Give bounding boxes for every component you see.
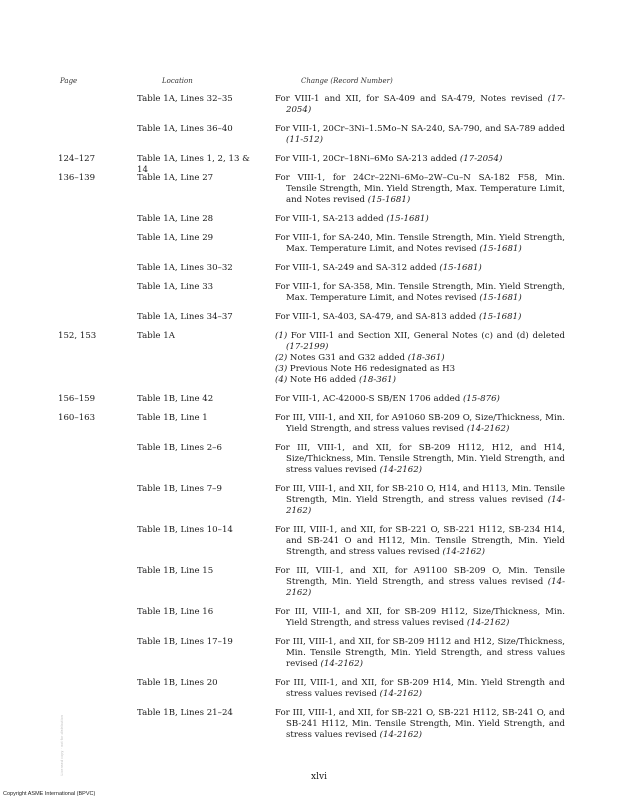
change-entry xyxy=(275,413,565,435)
table-row xyxy=(0,173,638,206)
change-entry xyxy=(275,566,565,599)
change-text: For VIII-1, SA-403, SA-479, and SA-813 added xyxy=(275,312,479,322)
row-location: Table 1A, Lines 1, 2, 13 & 14 xyxy=(137,154,250,175)
change-text: For III, VIII-1, and XII, for SB-209 H112, H12, and H14, Size/Thickness, Min. Tensile Strength, Min. Yield Strength, and stress values revised xyxy=(275,443,565,475)
change-entry xyxy=(275,94,565,116)
record-number: (14-2162) xyxy=(286,577,565,598)
change-text: For III, VIII-1, and XII, for A91100 SB-209 O, Min. Tensile Strength, Min. Yield Strength, and stress values revised xyxy=(275,566,565,587)
row-location: Table 1A xyxy=(137,331,175,341)
row-change xyxy=(275,124,565,146)
row-change xyxy=(275,637,565,670)
change-entry xyxy=(275,214,565,225)
change-entry xyxy=(275,443,565,476)
row-location: Table 1A, Lines 32–35 xyxy=(137,94,233,104)
change-table xyxy=(0,94,638,741)
column-header-page: Page xyxy=(60,77,78,85)
change-entry xyxy=(275,678,565,700)
row-location: Table 1B, Lines 2–6 xyxy=(137,443,222,453)
row-change xyxy=(275,394,565,405)
row-location: Table 1B, Lines 10–14 xyxy=(137,525,233,535)
row-change xyxy=(275,331,565,386)
record-number: (18-361) xyxy=(359,375,396,385)
record-number: (17-2054) xyxy=(286,94,565,115)
change-text: For VIII-1, for SA-358, Min. Tensile Strength, Min. Yield Strength, Max. Temperature Limit, and Notes revised xyxy=(275,282,565,303)
table-row xyxy=(0,312,638,323)
change-text: For VIII-1, 20Cr–3Ni–1.5Mo–N SA-240, SA-790, and SA-789 added xyxy=(275,124,565,134)
change-entry xyxy=(275,331,565,353)
change-entry xyxy=(275,708,565,741)
row-location: Table 1A, Line 27 xyxy=(137,173,214,183)
table-row xyxy=(0,282,638,304)
row-change xyxy=(275,484,565,517)
change-entry xyxy=(275,637,565,670)
change-text: For III, VIII-1, and XII, for A91060 SB-209 O, Size/Thickness, Min. Yield Strength, and stress values revised xyxy=(275,413,565,434)
change-text: For VIII-1, AC-42000-S SB/EN 1706 added xyxy=(275,394,463,404)
record-number: (15-1681) xyxy=(478,312,522,322)
row-change xyxy=(275,443,565,476)
row-change xyxy=(275,678,565,700)
change-text: For VIII-1, for SA-240, Min. Tensile Strength, Min. Yield Strength, Max. Temperature Limit, and Notes revised xyxy=(275,233,565,254)
column-header-location: Location xyxy=(162,77,193,85)
row-location: Table 1A, Lines 36–40 xyxy=(137,124,233,134)
record-number: (14-2162) xyxy=(466,618,510,628)
record-number: (15-1681) xyxy=(479,244,522,254)
table-row xyxy=(0,394,638,405)
row-change xyxy=(275,94,565,116)
row-change xyxy=(275,154,565,165)
row-change xyxy=(275,413,565,435)
row-change xyxy=(275,233,565,255)
change-text: For VIII-1, SA-249 and SA-312 added xyxy=(275,263,440,273)
row-location: Table 1A, Line 33 xyxy=(137,282,214,292)
record-number: (15-1681) xyxy=(479,293,522,303)
change-entry xyxy=(275,484,565,517)
row-page: 156–159 xyxy=(58,394,96,404)
row-page: 152, 153 xyxy=(58,331,97,341)
row-location: Table 1B, Lines 7–9 xyxy=(137,484,222,494)
table-row xyxy=(0,331,638,386)
table-row xyxy=(0,124,638,146)
change-text: Notes G31 and G32 added xyxy=(287,353,408,363)
side-watermark: Licensed copy · not for distribution xyxy=(60,715,64,776)
table-row xyxy=(0,566,638,599)
record-number: (14-2162) xyxy=(379,730,423,740)
row-location: Table 1B, Line 16 xyxy=(137,607,214,617)
row-change xyxy=(275,708,565,741)
row-change xyxy=(275,263,565,274)
row-change xyxy=(275,312,565,323)
row-location: Table 1A, Lines 34–37 xyxy=(137,312,233,322)
change-text: For VIII-1, 20Cr–18Ni–6Mo SA-213 added xyxy=(275,154,460,164)
change-text: Previous Note H6 redesignated as H3 xyxy=(287,364,456,374)
row-change xyxy=(275,173,565,206)
change-text: For III, VIII-1, and XII, for SB-221 O, SB-221 H112, SB-234 H14, and SB-241 O and H112, Min. Tensile Strength, Min. Yield Strength, and stress values revised xyxy=(275,525,565,557)
table-row xyxy=(0,484,638,517)
table-row xyxy=(0,94,638,116)
change-text: For VIII-1 and Section XII, General Notes (c) and (d) deleted xyxy=(287,331,565,341)
table-row xyxy=(0,214,638,225)
row-change xyxy=(275,525,565,558)
table-row xyxy=(0,443,638,476)
table-row xyxy=(0,154,638,175)
record-number: (11-512) xyxy=(286,135,323,145)
record-number: (15-1681) xyxy=(386,214,429,224)
change-entry xyxy=(275,173,565,206)
change-entry xyxy=(275,263,565,274)
row-change xyxy=(275,214,565,225)
change-entry xyxy=(275,394,565,405)
record-number: (14-2162) xyxy=(442,547,485,557)
entry-number: (1) xyxy=(275,331,288,341)
row-location: Table 1A, Line 29 xyxy=(137,233,214,243)
column-header-change: Change (Record Number) xyxy=(301,77,393,85)
record-number: (17-2199) xyxy=(286,342,329,352)
row-change xyxy=(275,566,565,599)
copyright-notice: Copyright ASME International (BPVC) xyxy=(3,791,96,797)
change-entry xyxy=(275,375,565,386)
change-entry xyxy=(275,364,565,375)
entry-number: (2) xyxy=(275,353,288,363)
table-row xyxy=(0,607,638,629)
row-location: Table 1B, Lines 20 xyxy=(137,678,218,688)
change-text: For VIII-1 and XII, for SA-409 and SA-479, Notes revised xyxy=(275,94,548,104)
row-page: 160–163 xyxy=(58,413,96,423)
row-change xyxy=(275,607,565,629)
record-number: (14-2162) xyxy=(379,689,423,699)
table-row xyxy=(0,678,638,700)
record-number: (17-2054) xyxy=(459,154,503,164)
record-number: (14-2162) xyxy=(320,659,363,669)
table-row xyxy=(0,233,638,255)
change-entry xyxy=(275,233,565,255)
row-change xyxy=(275,282,565,304)
table-row xyxy=(0,708,638,741)
table-row xyxy=(0,637,638,670)
record-number: (14-2162) xyxy=(466,424,510,434)
row-location: Table 1A, Line 28 xyxy=(137,214,214,224)
record-number: (15-1681) xyxy=(439,263,482,273)
change-entry xyxy=(275,353,565,364)
record-number: (18-361) xyxy=(407,353,445,363)
change-entry xyxy=(275,282,565,304)
record-number: (14-2162) xyxy=(286,495,565,516)
change-text: For VIII-1, for 24Cr–22Ni–6Mo–2W–Cu–N SA-182 F58, Min. Tensile Strength, Min. Yield Strength, Max. Temperature Limit, and Notes revised xyxy=(275,173,565,205)
change-entry xyxy=(275,525,565,558)
change-entry xyxy=(275,154,565,165)
table-row xyxy=(0,263,638,274)
table-row xyxy=(0,413,638,435)
record-number: (15-876) xyxy=(462,394,500,404)
row-page: 124–127 xyxy=(58,154,96,164)
row-location: Table 1A, Lines 30–32 xyxy=(137,263,233,273)
entry-number: (3) xyxy=(275,364,288,374)
row-location: Table 1B, Line 42 xyxy=(137,394,214,404)
change-entry xyxy=(275,607,565,629)
record-number: (14-2162) xyxy=(379,465,423,475)
change-text: For III, VIII-1, and XII, for SB-209 H14, Min. Yield Strength and stress values revised xyxy=(275,678,565,699)
row-location: Table 1B, Line 15 xyxy=(137,566,214,576)
row-location: Table 1B, Line 1 xyxy=(137,413,208,423)
change-text: For III, VIII-1, and XII, for SB-209 H112, Size/Thickness, Min. Yield Strength, and stress values revised xyxy=(275,607,565,628)
record-number: (15-1681) xyxy=(367,195,411,205)
table-row xyxy=(0,525,638,558)
row-location: Table 1B, Lines 17–19 xyxy=(137,637,233,647)
entry-number: (4) xyxy=(275,375,288,385)
change-text: For III, VIII-1, and XII, for SB-210 O, H14, and H113, Min. Tensile Strength, Min. Yield Strength, and stress values revised xyxy=(275,484,565,505)
change-entry xyxy=(275,124,565,146)
change-text: For III, VIII-1, and XII, for SB-209 H112 and H12, Size/Thickness, Min. Tensile Strength, Min. Yield Strength, and stress values revised xyxy=(275,637,565,669)
change-entry xyxy=(275,312,565,323)
change-text: For III, VIII-1, and XII, for SB-221 O, SB-221 H112, SB-241 O, and SB-241 H112, Min. Tensile Strength, Min. Yield Strength, and stress values revised xyxy=(275,708,565,740)
change-text: Note H6 added xyxy=(287,375,360,385)
row-page: 136–139 xyxy=(58,173,96,183)
change-text: For VIII-1, SA-213 added xyxy=(275,214,387,224)
page-number: xlvi xyxy=(311,772,327,782)
row-location: Table 1B, Lines 21–24 xyxy=(137,708,233,718)
